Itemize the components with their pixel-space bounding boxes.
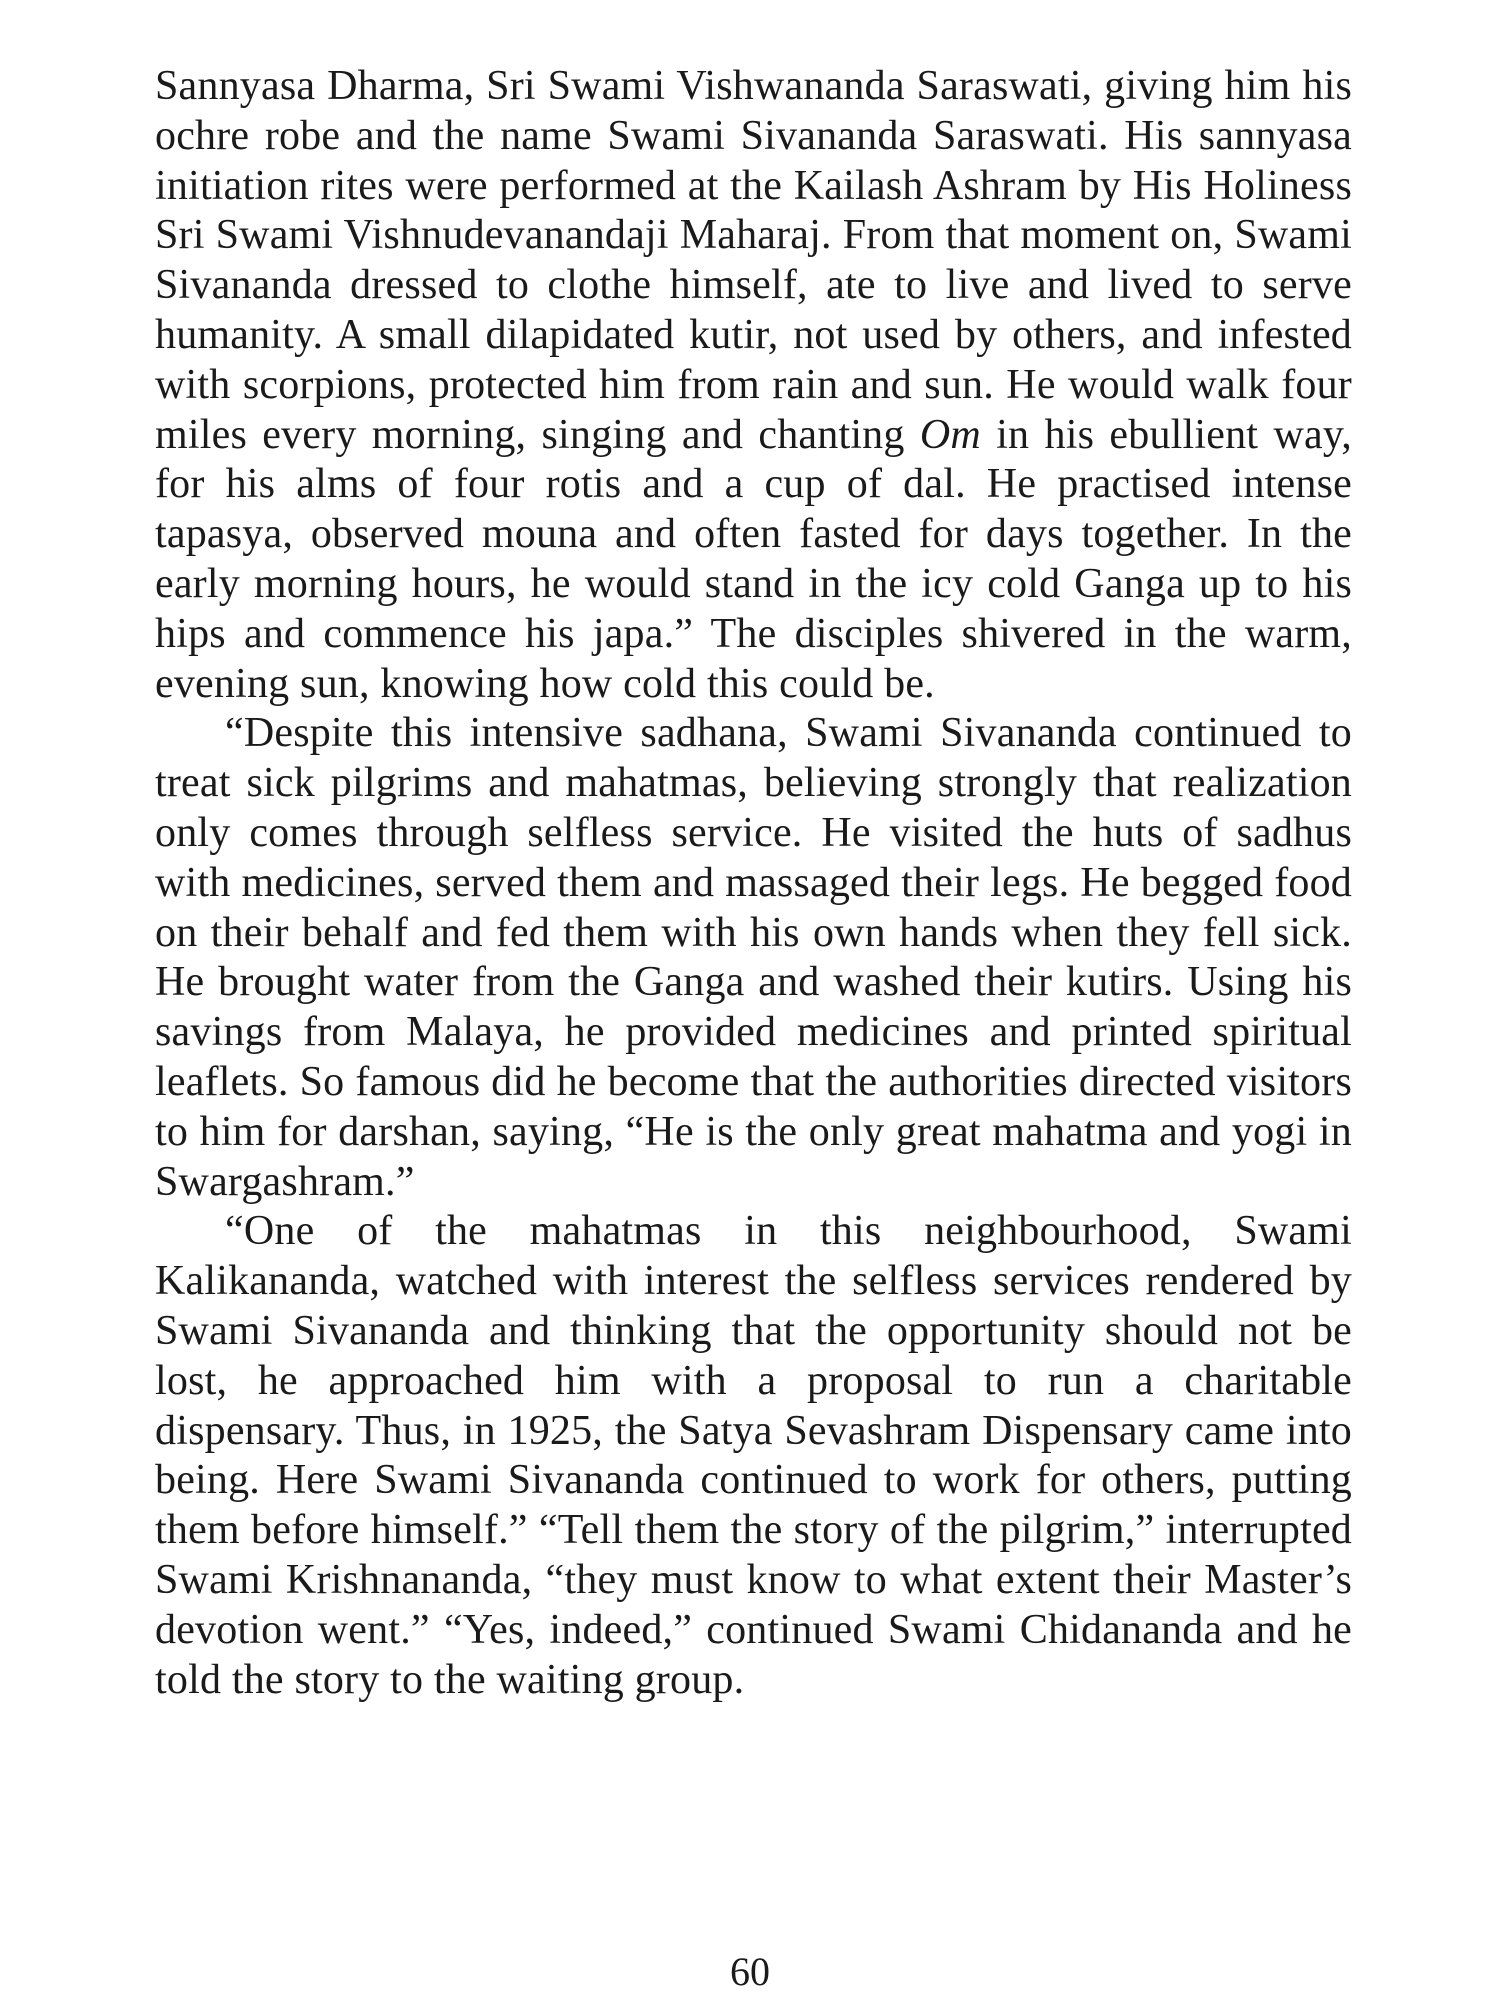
paragraph-2: “Despite this intensive sadhana, Swami Sivananda continued to treat sick pilgrims and mahatmas, believing strongly that realization only comes through selfless service. He visited the huts of sadhus with medicines, served them and massaged their legs. He begged food on their behalf and fed them with his own hands when they fell sick. He brought water from the Ganga and washed their kutirs. Using his savings from Malaya, he provided medicines and printed spiritual leaflets. So famous did he become that the authorities directed visitors to him for darshan, saying, “He is the only great mahatma and yogi in Swargashram.” — [155, 710, 1352, 1205]
paragraph-1-text-after: in his ebullient way, for his alms of four rotis and a cup of dal. He practised intense tapasya, observed mouna and often fasted for days together. In the early morning hours, he would stand in the icy cold Ganga up to his hips and commence his japa.” The disciples shivered in the warm, evening sun, knowing how cold this could be. — [155, 411, 1352, 707]
paragraph-1-text-before: Sannyasa Dharma, Sri Swami Vishwananda Saraswati, giving him his ochre robe and the name Swami Sivananda Saraswati. His sannyasa initiation rites were performed at the Kailash Ashram by His Holiness Sri Swami Vishnudevanandaji Maharaj. From that moment on, Swami Sivananda dressed to clothe himself, ate to live and lived to serve humanity. A small dilapidated kutir, not used by others, and infested with scorpions, protected him from rain and sun. He would walk four miles every morning, singing and chanting — [155, 63, 1352, 458]
paragraph-1 — [155, 62, 1352, 709]
page-number: 60 — [730, 1949, 770, 1994]
paragraph-3: “One of the mahatmas in this neighbourhood, Swami Kalikananda, watched with interest the selfless services rendered by Swami Sivananda and thinking that the opportunity should not be lost, he approached him with a proposal to run a charitable dispensary. Thus, in 1925, the Satya Sevashram Dispensary came into being. Here Swami Sivananda continued to work for others, putting them before himself.” “Tell them the story of the pilgrim,” interrupted Swami Krishnananda, “they must know to what extent their Master’s devotion went.” “Yes, indeed,” continued Swami Chidananda and he told the story to the waiting group. — [155, 1208, 1352, 1703]
emphasis-om: Om — [919, 411, 981, 458]
page-body — [155, 62, 1352, 1705]
